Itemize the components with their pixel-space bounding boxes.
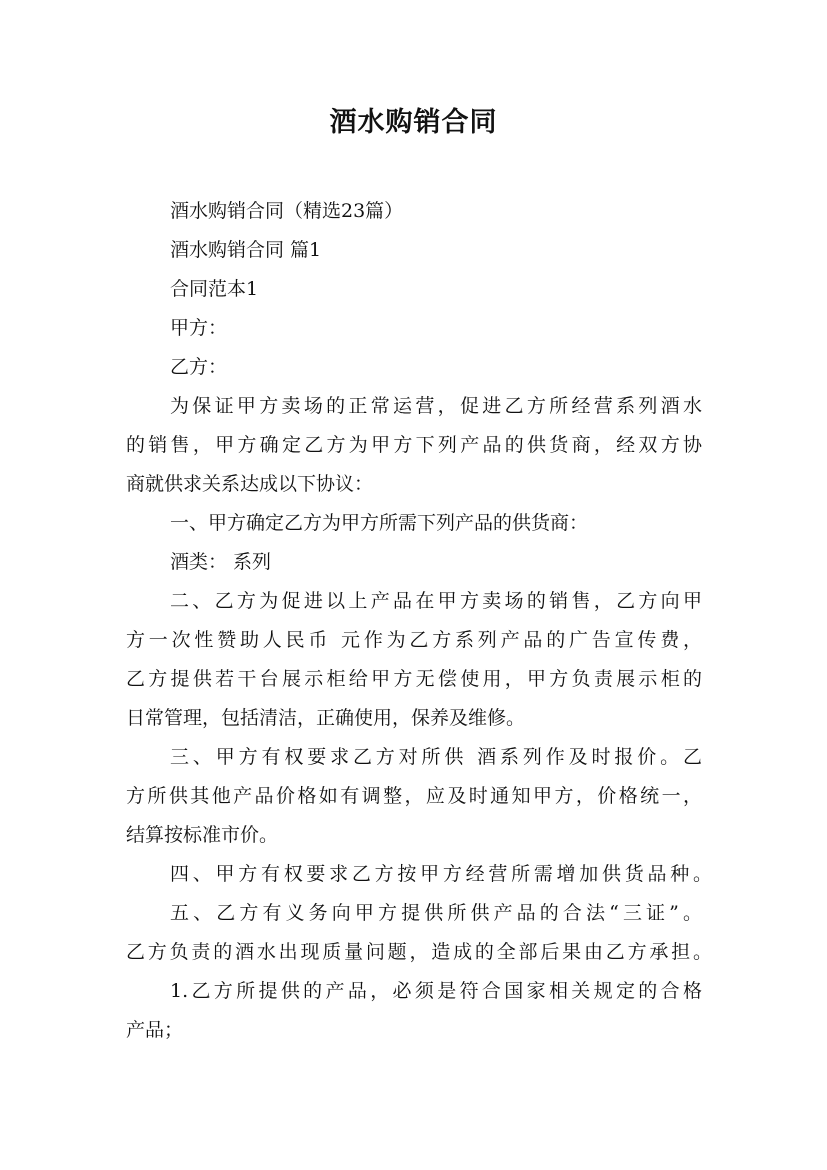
document-title: 酒水购销合同 (329, 107, 498, 138)
paragraph-line: 结算按标准市价。 (126, 824, 279, 846)
paragraph-line: 二、乙方为促进以上产品在甲方卖场的销售，乙方向甲 (170, 590, 702, 612)
paragraph-line: 酒水购销合同 篇1 (170, 239, 322, 261)
paragraph-line: 甲方： (170, 317, 228, 339)
paragraph-line: 为保证甲方卖场的正常运营，促进乙方所经营系列酒水 (170, 395, 702, 417)
paragraph-line: 五、乙方有义务向甲方提供所供产品的合法“三证”。 (170, 902, 702, 924)
paragraph-line: 乙方提供若干台展示柜给甲方无偿使用，甲方负责展示柜的 (126, 668, 702, 690)
paragraph-line: 日常管理，包括清洁，正确使用，保养及维修。 (126, 707, 526, 729)
paragraph-line: 乙方： (170, 356, 228, 378)
paragraph-line: 酒水购销合同（精选23篇） (170, 200, 404, 222)
paragraph-line: 四、甲方有权要求乙方按甲方经营所需增加供货品种。 (170, 863, 712, 885)
paragraph-line: 方所供其他产品价格如有调整，应及时通知甲方，价格统一， (126, 785, 702, 807)
paragraph-line: 的销售，甲方确定乙方为甲方下列产品的供货商，经双方协 (126, 434, 702, 456)
paragraph-line: 1.乙方所提供的产品，必须是符合国家相关规定的合格 (170, 980, 702, 1002)
paragraph-line: 方一次性赞助人民币 元作为乙方系列产品的广告宣传费， (126, 629, 702, 651)
paragraph-line: 产品； (126, 1019, 184, 1041)
paragraph-line: 酒类： 系列 (170, 551, 272, 573)
paragraph-line: 乙方负责的酒水出现质量问题，造成的全部后果由乙方承担。 (126, 941, 712, 963)
paragraph-line: 合同范本1 (170, 278, 259, 300)
paragraph-line: 三、甲方有权要求乙方对所供 酒系列作及时报价。乙 (170, 746, 702, 768)
paragraph-line: 商就供求关系达成以下协议： (126, 473, 374, 495)
paragraph-line: 一、甲方确定乙方为甲方所需下列产品的供货商： (170, 512, 589, 534)
